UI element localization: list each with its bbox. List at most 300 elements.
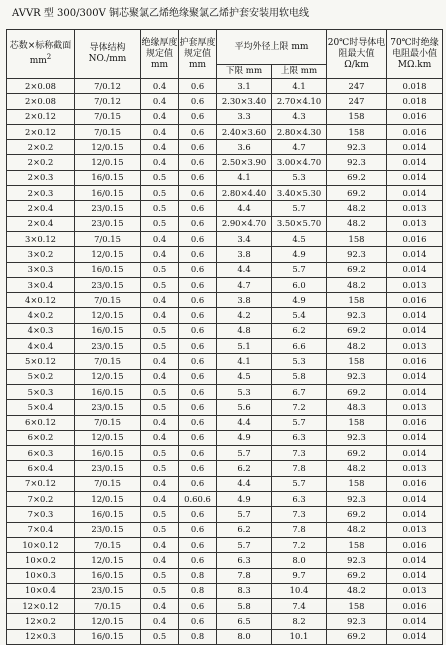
cell-insulation: 0.5	[141, 629, 179, 644]
cell-insulation: 0.5	[141, 384, 179, 399]
table-row	[7, 369, 443, 384]
cell-ins-resistance: 0.014	[387, 553, 443, 568]
cell-resistance: 92.3	[327, 614, 387, 629]
cell-od-lower: 2.80×4.40	[217, 186, 272, 201]
cell-ins-resistance: 0.014	[387, 369, 443, 384]
cell-od-lower: 6.2	[217, 461, 272, 476]
cell-ins-resistance: 0.016	[387, 231, 443, 246]
cell-resistance: 48.2	[327, 201, 387, 216]
cell-od-upper: 5.7	[272, 262, 327, 277]
cell-ins-resistance: 0.013	[387, 461, 443, 476]
table-row	[7, 155, 443, 170]
cell-insulation: 0.4	[141, 155, 179, 170]
cell-sheath: 0.6	[179, 461, 217, 476]
cell-od-upper: 4.9	[272, 293, 327, 308]
cell-ins-resistance: 0.016	[387, 537, 443, 552]
cell-od-upper: 10.1	[272, 629, 327, 644]
cell-od-lower: 4.4	[217, 476, 272, 491]
cell-od-lower: 7.8	[217, 568, 272, 583]
cell-cores-area: 6×0.3	[7, 446, 75, 461]
header-sheath: 护套厚度规定值 mm	[179, 30, 217, 79]
table-row	[7, 293, 443, 308]
cell-cores-area: 2×0.12	[7, 109, 75, 124]
cell-resistance: 158	[327, 293, 387, 308]
cell-od-lower: 4.9	[217, 430, 272, 445]
cable-spec-table	[6, 29, 443, 645]
cell-od-upper: 5.3	[272, 170, 327, 185]
table-row	[7, 583, 443, 598]
cell-insulation: 0.4	[141, 492, 179, 507]
cell-cores-area: 2×0.4	[7, 201, 75, 216]
header-upper: 上限 mm	[272, 65, 327, 79]
cell-sheath: 0.6	[179, 201, 217, 216]
cell-od-lower: 3.1	[217, 79, 272, 94]
cell-structure: 7/0.15	[75, 231, 141, 246]
cell-cores-area: 12×0.12	[7, 599, 75, 614]
table-row	[7, 461, 443, 476]
cell-resistance: 158	[327, 109, 387, 124]
table-row	[7, 553, 443, 568]
cell-resistance: 158	[327, 476, 387, 491]
cell-od-upper: 4.7	[272, 140, 327, 155]
table-row	[7, 537, 443, 552]
cell-structure: 7/0.15	[75, 354, 141, 369]
cell-od-upper: 4.3	[272, 109, 327, 124]
table-row	[7, 415, 443, 430]
header-lower: 下限 mm	[217, 65, 272, 79]
cell-sheath: 0.6	[179, 155, 217, 170]
cell-cores-area: 2×0.2	[7, 155, 75, 170]
cell-structure: 23/0.15	[75, 339, 141, 354]
cell-sheath: 0.6	[179, 522, 217, 537]
cell-structure: 12/0.15	[75, 155, 141, 170]
header-cores-area	[7, 30, 75, 79]
cell-ins-resistance: 0.014	[387, 155, 443, 170]
cell-ins-resistance: 0.014	[387, 170, 443, 185]
cell-sheath: 0.8	[179, 629, 217, 644]
cell-insulation: 0.4	[141, 308, 179, 323]
cell-ins-resistance: 0.016	[387, 476, 443, 491]
cell-resistance: 158	[327, 231, 387, 246]
cell-structure: 16/0.15	[75, 323, 141, 338]
cell-ins-resistance: 0.016	[387, 124, 443, 139]
cell-insulation: 0.5	[141, 461, 179, 476]
cell-structure: 16/0.15	[75, 507, 141, 522]
cell-od-lower: 4.2	[217, 308, 272, 323]
cell-cores-area: 3×0.4	[7, 277, 75, 292]
cell-od-upper: 5.8	[272, 369, 327, 384]
cell-od-upper: 6.6	[272, 339, 327, 354]
cell-sheath: 0.8	[179, 568, 217, 583]
cell-cores-area: 7×0.4	[7, 522, 75, 537]
cell-cores-area: 4×0.4	[7, 339, 75, 354]
cell-od-upper: 2.70×4.10	[272, 94, 327, 109]
cell-od-upper: 4.5	[272, 231, 327, 246]
cell-structure: 16/0.15	[75, 629, 141, 644]
cell-structure: 23/0.15	[75, 216, 141, 231]
table-row	[7, 140, 443, 155]
cell-ins-resistance: 0.016	[387, 109, 443, 124]
cell-ins-resistance: 0.014	[387, 507, 443, 522]
cell-od-lower: 4.7	[217, 277, 272, 292]
cell-insulation: 0.5	[141, 583, 179, 598]
cell-ins-resistance: 0.016	[387, 415, 443, 430]
cell-ins-resistance: 0.014	[387, 186, 443, 201]
cell-cores-area: 4×0.3	[7, 323, 75, 338]
cell-ins-resistance: 0.014	[387, 140, 443, 155]
table-row	[7, 492, 443, 507]
cell-cores-area: 10×0.4	[7, 583, 75, 598]
header-avg-od: 平均外径上限 mm	[217, 30, 327, 65]
cell-sheath: 0.6	[179, 293, 217, 308]
cell-cores-area: 6×0.12	[7, 415, 75, 430]
cell-insulation: 0.5	[141, 262, 179, 277]
cell-resistance: 48.3	[327, 400, 387, 415]
table-row	[7, 231, 443, 246]
cell-od-lower: 2.30×3.40	[217, 94, 272, 109]
header-structure: 导体结构 NO./mm	[75, 30, 141, 79]
cell-od-lower: 5.3	[217, 384, 272, 399]
cell-ins-resistance: 0.016	[387, 599, 443, 614]
table-body	[7, 79, 443, 645]
cell-cores-area: 3×0.12	[7, 231, 75, 246]
table-row	[7, 262, 443, 277]
cell-structure: 12/0.15	[75, 369, 141, 384]
cell-sheath: 0.6	[179, 384, 217, 399]
header-insulation: 绝缘厚度规定值 mm	[141, 30, 179, 79]
cell-sheath: 0.6	[179, 354, 217, 369]
cell-insulation: 0.4	[141, 79, 179, 94]
cell-od-lower: 4.9	[217, 492, 272, 507]
cell-od-upper: 7.3	[272, 446, 327, 461]
cell-ins-resistance: 0.014	[387, 568, 443, 583]
cell-od-upper: 7.2	[272, 400, 327, 415]
cell-ins-resistance: 0.013	[387, 339, 443, 354]
cell-cores-area: 12×0.3	[7, 629, 75, 644]
cell-od-lower: 2.40×3.60	[217, 124, 272, 139]
cell-sheath: 0.6	[179, 537, 217, 552]
cell-ins-resistance: 0.016	[387, 293, 443, 308]
cell-od-lower: 3.4	[217, 231, 272, 246]
cell-resistance: 158	[327, 124, 387, 139]
cell-od-lower: 4.4	[217, 201, 272, 216]
cell-od-upper: 10.4	[272, 583, 327, 598]
table-row	[7, 323, 443, 338]
cell-cores-area: 4×0.12	[7, 293, 75, 308]
header-ins-resistance: 70℃时绝缘电阻最小值 MΩ.km	[387, 30, 443, 79]
cell-resistance: 92.3	[327, 140, 387, 155]
table-row	[7, 308, 443, 323]
cell-cores-area: 5×0.3	[7, 384, 75, 399]
cell-od-upper: 7.8	[272, 522, 327, 537]
cell-structure: 7/0.15	[75, 476, 141, 491]
cell-insulation: 0.4	[141, 94, 179, 109]
cell-insulation: 0.5	[141, 323, 179, 338]
cell-insulation: 0.4	[141, 614, 179, 629]
cell-sheath: 0.6	[179, 430, 217, 445]
cell-od-upper: 7.2	[272, 537, 327, 552]
cell-resistance: 158	[327, 599, 387, 614]
cell-od-lower: 2.90×4.70	[217, 216, 272, 231]
cell-od-lower: 3.8	[217, 293, 272, 308]
cell-od-upper: 5.4	[272, 308, 327, 323]
cell-cores-area: 10×0.3	[7, 568, 75, 583]
cell-od-lower: 5.8	[217, 599, 272, 614]
table-header	[7, 30, 443, 79]
cell-structure: 7/0.15	[75, 293, 141, 308]
cell-structure: 23/0.15	[75, 400, 141, 415]
cell-cores-area: 5×0.12	[7, 354, 75, 369]
cell-ins-resistance: 0.013	[387, 216, 443, 231]
cell-structure: 16/0.15	[75, 568, 141, 583]
cell-od-upper: 5.7	[272, 201, 327, 216]
cell-ins-resistance: 0.014	[387, 614, 443, 629]
cell-structure: 16/0.15	[75, 384, 141, 399]
cell-structure: 12/0.15	[75, 430, 141, 445]
table-row	[7, 339, 443, 354]
cell-resistance: 69.2	[327, 323, 387, 338]
cell-od-lower: 6.5	[217, 614, 272, 629]
cell-insulation: 0.4	[141, 124, 179, 139]
table-row	[7, 446, 443, 461]
cell-resistance: 247	[327, 79, 387, 94]
cell-sheath: 0.8	[179, 583, 217, 598]
cell-sheath: 0.6	[179, 400, 217, 415]
table-row	[7, 186, 443, 201]
cell-structure: 16/0.15	[75, 262, 141, 277]
cell-ins-resistance: 0.013	[387, 583, 443, 598]
cell-structure: 7/0.15	[75, 599, 141, 614]
cell-od-upper: 8.0	[272, 553, 327, 568]
cell-sheath: 0.6	[179, 94, 217, 109]
cell-cores-area: 6×0.2	[7, 430, 75, 445]
cell-insulation: 0.5	[141, 201, 179, 216]
cell-od-upper: 5.7	[272, 415, 327, 430]
table-row	[7, 384, 443, 399]
cell-structure: 7/0.15	[75, 537, 141, 552]
cell-sheath: 0.6	[179, 79, 217, 94]
cell-od-lower: 4.4	[217, 415, 272, 430]
cell-od-upper: 4.9	[272, 247, 327, 262]
cell-resistance: 158	[327, 537, 387, 552]
cell-insulation: 0.5	[141, 186, 179, 201]
cell-resistance: 92.3	[327, 369, 387, 384]
table-row	[7, 507, 443, 522]
cell-od-upper: 8.2	[272, 614, 327, 629]
cell-structure: 12/0.15	[75, 247, 141, 262]
cell-structure: 12/0.15	[75, 492, 141, 507]
cell-insulation: 0.4	[141, 293, 179, 308]
cell-resistance: 48.2	[327, 339, 387, 354]
cell-resistance: 92.3	[327, 492, 387, 507]
cell-od-lower: 5.7	[217, 507, 272, 522]
cell-ins-resistance: 0.014	[387, 384, 443, 399]
cell-structure: 16/0.15	[75, 186, 141, 201]
cell-resistance: 69.2	[327, 384, 387, 399]
table-row	[7, 216, 443, 231]
cell-sheath: 0.6	[179, 476, 217, 491]
cell-sheath: 0.6	[179, 262, 217, 277]
cell-insulation: 0.5	[141, 170, 179, 185]
cell-od-lower: 5.6	[217, 400, 272, 415]
cell-ins-resistance: 0.018	[387, 79, 443, 94]
cell-cores-area: 2×0.3	[7, 170, 75, 185]
cell-ins-resistance: 0.014	[387, 629, 443, 644]
cell-structure: 12/0.15	[75, 553, 141, 568]
cell-insulation: 0.4	[141, 369, 179, 384]
cell-resistance: 92.3	[327, 553, 387, 568]
cell-sheath: 0.6	[179, 323, 217, 338]
cell-cores-area: 3×0.2	[7, 247, 75, 262]
cell-resistance: 158	[327, 354, 387, 369]
cell-insulation: 0.5	[141, 507, 179, 522]
cell-cores-area: 3×0.3	[7, 262, 75, 277]
cell-sheath: 0.6	[179, 553, 217, 568]
cell-cores-area: 6×0.4	[7, 461, 75, 476]
cell-ins-resistance: 0.013	[387, 400, 443, 415]
cell-sheath: 0.6	[179, 599, 217, 614]
table-row	[7, 629, 443, 644]
cell-sheath: 0.6	[179, 170, 217, 185]
cell-sheath: 0.6	[179, 216, 217, 231]
cell-cores-area: 10×0.12	[7, 537, 75, 552]
cell-ins-resistance: 0.013	[387, 277, 443, 292]
cell-od-lower: 8.0	[217, 629, 272, 644]
cell-resistance: 69.2	[327, 568, 387, 583]
cell-cores-area: 2×0.3	[7, 186, 75, 201]
cell-cores-area: 2×0.2	[7, 140, 75, 155]
table-row	[7, 247, 443, 262]
cell-structure: 7/0.12	[75, 94, 141, 109]
cell-cores-area: 10×0.2	[7, 553, 75, 568]
cell-insulation: 0.5	[141, 522, 179, 537]
cell-insulation: 0.4	[141, 140, 179, 155]
cell-resistance: 48.2	[327, 277, 387, 292]
header-cores-area-superscript: 2	[46, 53, 52, 61]
cell-insulation: 0.5	[141, 277, 179, 292]
cell-od-lower: 3.8	[217, 247, 272, 262]
table-row	[7, 476, 443, 491]
table-row	[7, 94, 443, 109]
cell-ins-resistance: 0.013	[387, 522, 443, 537]
title-text: AVVR 型 300/300V 铜芯聚氯乙烯绝缘聚氯乙烯护套安装用软电线	[12, 8, 309, 19]
cell-ins-resistance: 0.014	[387, 430, 443, 445]
table-row	[7, 614, 443, 629]
cell-od-upper: 3.40×5.30	[272, 186, 327, 201]
cell-insulation: 0.4	[141, 415, 179, 430]
cell-structure: 12/0.15	[75, 140, 141, 155]
cell-od-lower: 5.7	[217, 446, 272, 461]
cell-structure: 23/0.15	[75, 522, 141, 537]
cell-od-upper: 6.0	[272, 277, 327, 292]
cell-od-lower: 4.8	[217, 323, 272, 338]
cell-structure: 23/0.15	[75, 201, 141, 216]
cell-od-lower: 4.5	[217, 369, 272, 384]
cell-structure: 23/0.15	[75, 461, 141, 476]
cell-sheath: 0.6	[179, 507, 217, 522]
header-cores-area-label: 芯数×标称截面 mm	[9, 41, 72, 66]
cell-ins-resistance: 0.014	[387, 323, 443, 338]
cell-insulation: 0.4	[141, 553, 179, 568]
cell-od-upper: 6.3	[272, 492, 327, 507]
cell-cores-area: 7×0.3	[7, 507, 75, 522]
cell-insulation: 0.4	[141, 476, 179, 491]
table-row	[7, 430, 443, 445]
cell-insulation: 0.4	[141, 109, 179, 124]
cell-od-upper: 3.50×5.70	[272, 216, 327, 231]
cell-cores-area: 2×0.12	[7, 124, 75, 139]
cell-od-lower: 3.3	[217, 109, 272, 124]
cell-cores-area: 2×0.4	[7, 216, 75, 231]
cell-sheath: 0.6	[179, 277, 217, 292]
cell-sheath: 0.6	[179, 109, 217, 124]
cell-structure: 16/0.15	[75, 170, 141, 185]
cell-insulation: 0.4	[141, 354, 179, 369]
cell-cores-area: 5×0.4	[7, 400, 75, 415]
cell-cores-area: 2×0.08	[7, 94, 75, 109]
cell-od-upper: 6.2	[272, 323, 327, 338]
cell-ins-resistance: 0.014	[387, 247, 443, 262]
table-row	[7, 568, 443, 583]
cell-resistance: 48.2	[327, 522, 387, 537]
cell-od-lower: 5.1	[217, 339, 272, 354]
table-row	[7, 400, 443, 415]
cell-sheath: 0.6	[179, 124, 217, 139]
cell-structure: 7/0.15	[75, 124, 141, 139]
cell-structure: 7/0.15	[75, 415, 141, 430]
cell-cores-area: 4×0.2	[7, 308, 75, 323]
cell-resistance: 48.2	[327, 216, 387, 231]
cell-sheath: 0.6	[179, 231, 217, 246]
cell-od-upper: 6.3	[272, 430, 327, 445]
cell-structure: 12/0.15	[75, 308, 141, 323]
cell-od-upper: 5.3	[272, 354, 327, 369]
cell-insulation: 0.4	[141, 247, 179, 262]
cell-sheath: 0.6	[179, 446, 217, 461]
cell-structure: 16/0.15	[75, 446, 141, 461]
cell-od-lower: 4.1	[217, 354, 272, 369]
cell-sheath: 0.6	[179, 415, 217, 430]
cell-ins-resistance: 0.014	[387, 308, 443, 323]
cell-resistance: 92.3	[327, 430, 387, 445]
cell-od-upper: 7.3	[272, 507, 327, 522]
cell-od-lower: 6.2	[217, 522, 272, 537]
cell-cores-area: 7×0.12	[7, 476, 75, 491]
table-row	[7, 109, 443, 124]
cell-resistance: 69.2	[327, 186, 387, 201]
table-row	[7, 170, 443, 185]
cell-insulation: 0.5	[141, 446, 179, 461]
cell-od-lower: 8.3	[217, 583, 272, 598]
cell-resistance: 69.2	[327, 446, 387, 461]
cell-od-lower: 4.1	[217, 170, 272, 185]
table-row	[7, 522, 443, 537]
document-title	[6, 4, 446, 24]
cell-sheath: 0.6	[179, 247, 217, 262]
cell-od-upper: 7.8	[272, 461, 327, 476]
cell-ins-resistance: 0.014	[387, 492, 443, 507]
cell-od-upper: 2.80×4.30	[272, 124, 327, 139]
cell-od-upper: 6.7	[272, 384, 327, 399]
cell-insulation: 0.5	[141, 400, 179, 415]
cell-resistance: 69.2	[327, 629, 387, 644]
cell-ins-resistance: 0.014	[387, 446, 443, 461]
cell-resistance: 69.2	[327, 262, 387, 277]
table-row	[7, 277, 443, 292]
cell-sheath: 0.6	[179, 308, 217, 323]
cell-structure: 23/0.15	[75, 277, 141, 292]
cell-od-lower: 4.4	[217, 262, 272, 277]
